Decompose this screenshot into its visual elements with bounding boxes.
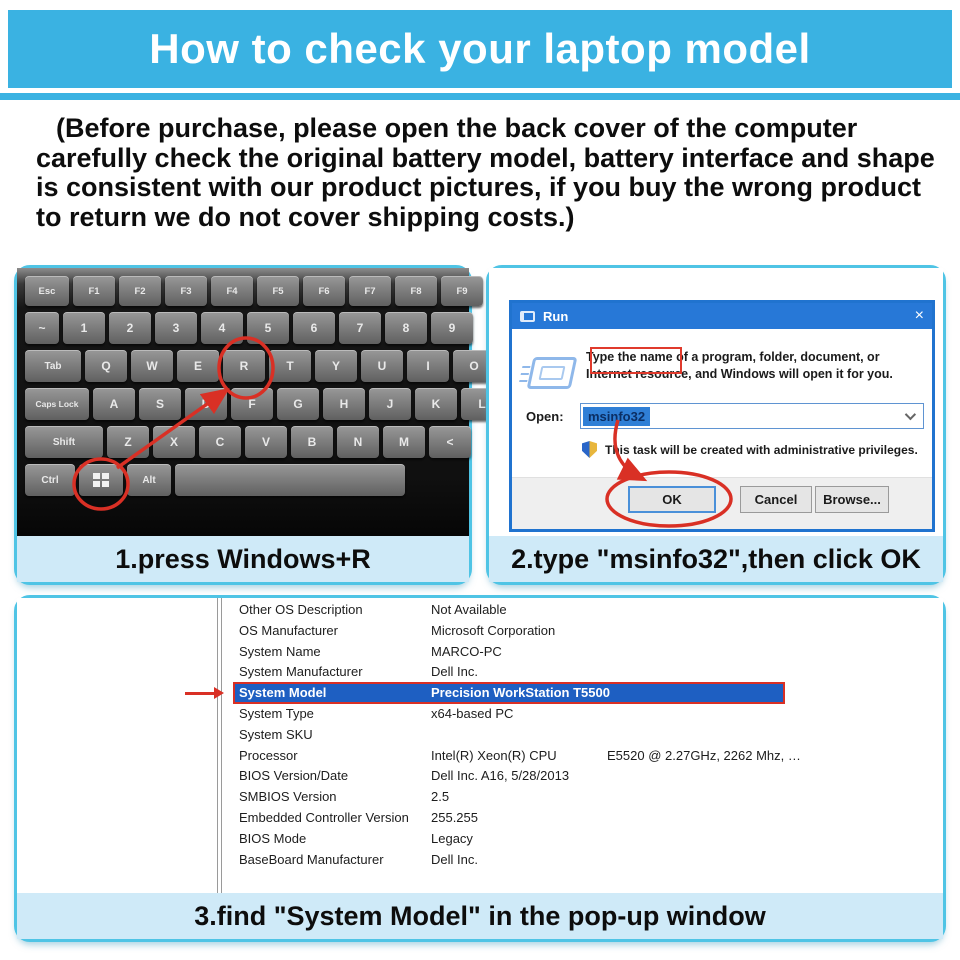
open-input-value[interactable]: msinfo32 (583, 407, 650, 426)
key-w: W (131, 350, 173, 382)
step1-caption: 1.press Windows+R (17, 536, 469, 582)
system-info-screenshot (17, 598, 943, 893)
row-value: MARCO-PC (431, 643, 502, 659)
step3-caption: 3.find "System Model" in the pop-up window (17, 893, 943, 939)
key-e: E (177, 350, 219, 382)
key-space (175, 464, 405, 496)
row-value: Intel(R) Xeon(R) CPU (431, 747, 557, 763)
key-k: K (415, 388, 457, 420)
row-label: System SKU (239, 726, 313, 742)
row-label: BaseBoard Manufacturer (239, 851, 384, 867)
pointer-arrow-icon (185, 692, 215, 695)
row-value: Dell Inc. (431, 664, 478, 680)
admin-note: This task will be created with administrative privileges. (605, 442, 918, 457)
table-row (17, 642, 943, 663)
step2-caption: 2.type "msinfo32",then click OK (489, 536, 943, 582)
key-f3: F3 (165, 276, 207, 306)
system-info-table (17, 600, 943, 870)
run-instruction: Type the name of a program, folder, document, or Internet resource, and Windows will open it for you. (586, 350, 893, 381)
key-f2: F2 (119, 276, 161, 306)
header-banner (8, 10, 952, 88)
row-value: Dell Inc. A16, 5/28/2013 (431, 768, 570, 784)
row-value: Precision WorkStation T5500 (431, 685, 610, 701)
key-f9: F9 (441, 276, 483, 306)
key-d: D (185, 388, 227, 420)
close-icon[interactable]: × (914, 307, 924, 324)
key-c: C (199, 426, 241, 458)
key-j: J (369, 388, 411, 420)
step2-panel (486, 265, 946, 585)
key-u: U (361, 350, 403, 382)
run-dialog-title: Run (543, 308, 569, 324)
key-f4: F4 (211, 276, 253, 306)
key-o: O (453, 350, 495, 382)
row-label: Other OS Description (239, 602, 363, 617)
run-window-icon (520, 311, 535, 322)
row-value: 255.255 (431, 809, 478, 825)
row-label: System Type (239, 705, 314, 721)
key-alt: Alt (127, 464, 171, 496)
key-x: X (153, 426, 195, 458)
keyboard-keys (25, 276, 507, 502)
key-q: Q (85, 350, 127, 382)
key-z: Z (107, 426, 149, 458)
row-label: SMBIOS Version (239, 789, 337, 805)
row-label: BIOS Version/Date (239, 768, 349, 784)
row-value: Not Available (431, 602, 507, 617)
table-row (17, 725, 943, 746)
key-5: 5 (247, 312, 289, 344)
table-row (17, 662, 943, 683)
row-label: System Model (239, 685, 327, 701)
key-r: R (223, 350, 265, 382)
open-label: Open: (526, 409, 564, 424)
run-dialog-screenshot (489, 268, 943, 536)
table-row (17, 787, 943, 808)
step3-panel (14, 595, 946, 942)
table-row (17, 808, 943, 829)
row-label: Embedded Controller Version (239, 809, 409, 825)
row-label: OS Manufacturer (239, 622, 338, 638)
key-esc: Esc (25, 276, 69, 306)
open-combobox[interactable] (580, 403, 924, 429)
browse-button[interactable]: Browse... (815, 486, 889, 513)
key-y: Y (315, 350, 357, 382)
key-f1: F1 (73, 276, 115, 306)
run-icon (527, 357, 578, 389)
step1-panel (14, 265, 486, 585)
table-row (17, 600, 943, 621)
key-h: H (323, 388, 365, 420)
key-f5: F5 (257, 276, 299, 306)
row-value: Legacy (431, 830, 473, 846)
windows-logo-icon (93, 473, 109, 487)
key-shift: Shift (25, 426, 103, 458)
key-4: 4 (201, 312, 243, 344)
key-f: F (231, 388, 273, 420)
key-g: G (277, 388, 319, 420)
table-row (17, 746, 943, 767)
key--: ~ (25, 312, 59, 344)
windows-key (79, 464, 123, 496)
key-n: N (337, 426, 379, 458)
keyboard-photo (17, 268, 486, 536)
key-6: 6 (293, 312, 335, 344)
ok-button[interactable]: OK (628, 486, 716, 513)
row-label: Processor (239, 747, 298, 763)
key--: < (429, 426, 471, 458)
system-model-row[interactable] (17, 683, 943, 704)
run-dialog (509, 300, 935, 532)
key-i: I (407, 350, 449, 382)
key-b: B (291, 426, 333, 458)
key-l: L (461, 388, 503, 420)
key-2: 2 (109, 312, 151, 344)
admin-note-row (582, 441, 918, 458)
row-value: Dell Inc. (431, 851, 478, 867)
key-7: 7 (339, 312, 381, 344)
key-8: 8 (385, 312, 427, 344)
key-f8: F8 (395, 276, 437, 306)
key-s: S (139, 388, 181, 420)
key-t: T (269, 350, 311, 382)
key-ctrl: Ctrl (25, 464, 75, 496)
row-value: Microsoft Corporation (431, 622, 556, 638)
key-caps-lock: Caps Lock (25, 388, 89, 420)
key-m: M (383, 426, 425, 458)
row-value: x64-based PC (431, 705, 514, 721)
row-value-extra: E5520 @ 2.27GHz, 2262 Mhz, … (607, 747, 801, 763)
key-3: 3 (155, 312, 197, 344)
key-f6: F6 (303, 276, 345, 306)
header-underline (0, 93, 960, 100)
table-row (17, 829, 943, 850)
row-label: System Name (239, 643, 321, 659)
table-row (17, 766, 943, 787)
table-row (17, 850, 943, 871)
key-9: 9 (431, 312, 473, 344)
run-dialog-titlebar (512, 303, 932, 329)
cancel-button[interactable]: Cancel (740, 486, 812, 513)
purchase-notice: (Before purchase, please open the back cover of the computer carefully check the original battery model, battery interface and shape is consistent with our product pictures, if you buy the wrong product to return we do not cover shipping costs.) (36, 113, 935, 233)
row-label: System Manufacturer (239, 664, 363, 680)
key-v: V (245, 426, 287, 458)
key-tab: Tab (25, 350, 81, 382)
row-value: 2.5 (431, 789, 450, 805)
row-label: BIOS Mode (239, 830, 307, 846)
table-row (17, 621, 943, 642)
table-row (17, 704, 943, 725)
key-a: A (93, 388, 135, 420)
key-f7: F7 (349, 276, 391, 306)
uac-shield-icon (582, 441, 597, 458)
key-1: 1 (63, 312, 105, 344)
page-title: How to check your laptop model (149, 25, 811, 72)
chevron-down-icon[interactable] (905, 409, 916, 420)
